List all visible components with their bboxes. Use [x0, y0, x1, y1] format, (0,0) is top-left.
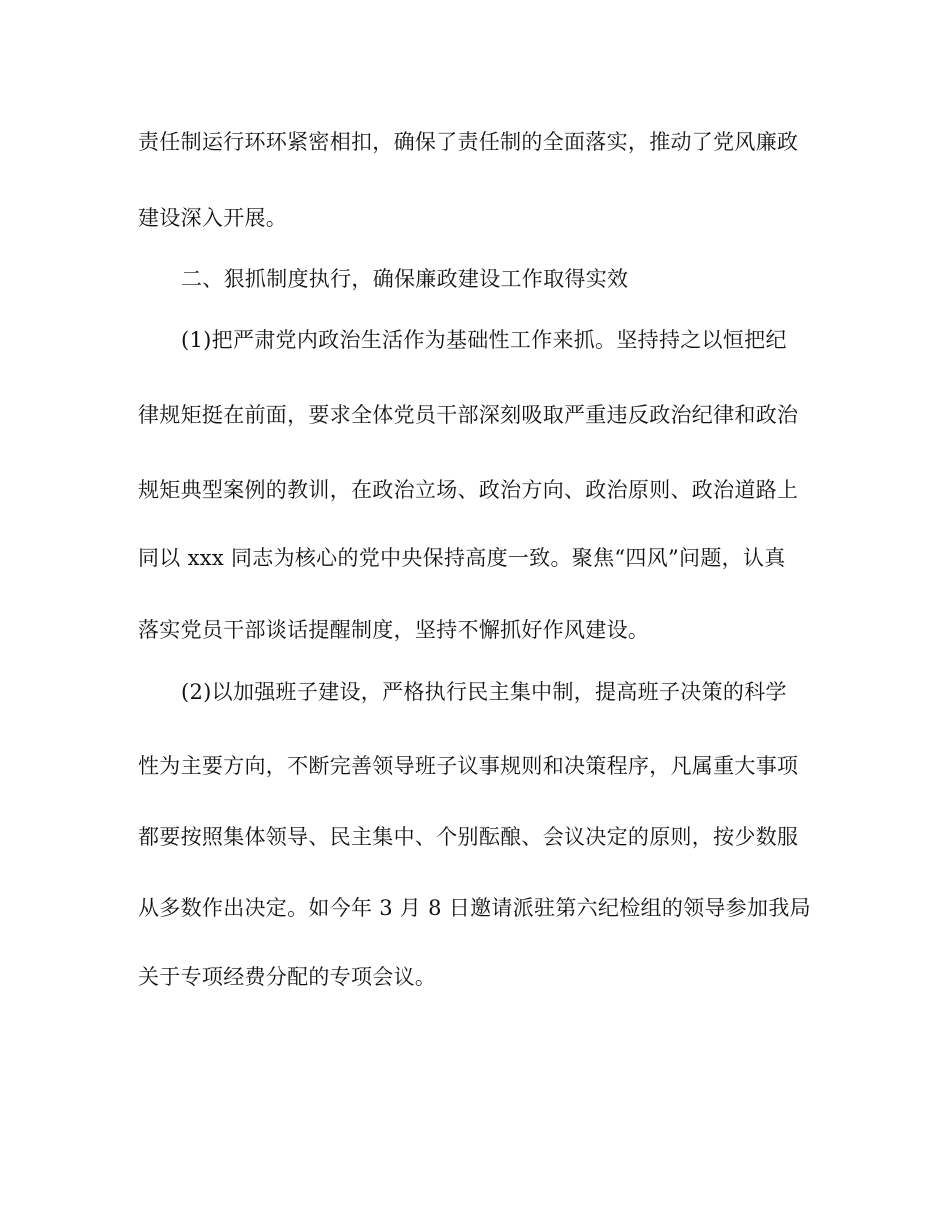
text-line: 责任制运行环环紧密相扣，确保了责任制的全面落实，推动了党风廉政	[138, 130, 799, 154]
text-line: 关于专项经费分配的专项会议。	[138, 965, 437, 989]
text-line: 律规矩挺在前面，要求全体党员干部深刻吸取严重违反政治纪律和政治	[138, 403, 799, 427]
text-line: (2)以加强班子建设，严格执行民主集中制，提高班子决策的科学	[181, 680, 787, 704]
text-line: 同以 xxx 同志为核心的党中央保持高度一致。聚焦“四风”问题，认真	[138, 546, 786, 570]
text-line: (1)把严肃党内政治生活作为基础性工作来抓。坚持持之以恒把纪	[181, 328, 787, 352]
text-line: 落实党员干部谈话提醒制度，坚持不懈抓好作风建设。	[138, 618, 650, 642]
section-heading: 二、狠抓制度执行，确保廉政建设工作取得实效	[181, 267, 629, 291]
text-line: 从多数作出决定。如今年 3 月 8 日邀请派驻第六纪检组的领导参加我局	[138, 896, 811, 920]
text-line: 性为主要方向，不断完善领导班子议事规则和决策程序，凡属重大事项	[138, 754, 799, 778]
text-line: 都要按照集体领导、民主集中、个别酝酿、会议决定的原则，按少数服	[138, 825, 799, 849]
text-line: 规矩典型案例的教训，在政治立场、政治方向、政治原则、政治道路上	[138, 478, 799, 502]
text-line: 建设深入开展。	[138, 206, 288, 230]
